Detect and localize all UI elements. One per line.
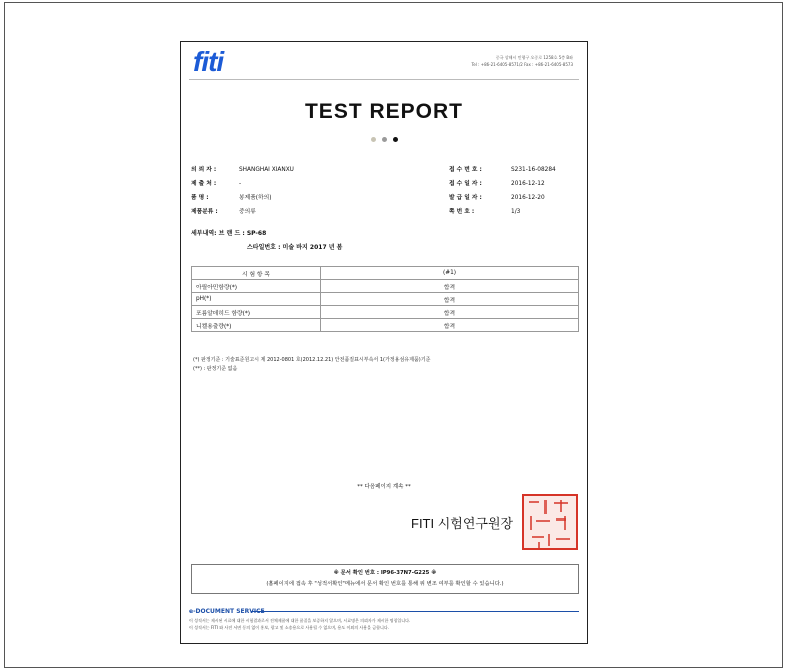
info-row: 쪽 번 호 : 1/3 [449,209,521,215]
verification-number: ※ 문서 확인 번호 : IP96-37N7-G225 ※ [333,570,437,576]
edoc-title: e-DOCUMENT SERVICE [189,608,265,615]
brand-line: 세부내역: 브 랜 드 : SP-68 [191,230,267,237]
dot-1 [371,137,376,142]
address-line: 중국 상해시 민행구 오중로 1258호 5층 B좌 [495,55,573,60]
info-left [191,163,294,219]
table-row: 아릴아민함량(*) 합격 [192,280,579,293]
column-header: (#1) [321,267,579,280]
notes [193,356,430,374]
info-row: 제 출 처 : - [191,181,242,187]
info-row: 발 급 일 자 : 2016-12-20 [449,195,545,201]
page-dots [181,137,587,142]
table-row: pH(*) 합격 [192,293,579,306]
info-row: 제품분류 : 중의류 [191,209,256,215]
continued-text: ** 다음페이지 계속 ** [357,484,411,490]
style-line: 스타일번호 : 미술 바지 2017 년 봄 [247,244,343,251]
table-row: 니켈용출량(*) 합격 [192,319,579,332]
header-address [413,54,573,68]
verification-text: (홈페이지에 접속 후 "성적서확인"메뉴에서 문서 확인 번호를 통해 위 변조 여부를 확인할 수 있습니다.) [266,581,504,587]
dot-2 [382,137,387,142]
note-line: (*) 판정기준 : 기술표준원고시 제 2012-0801 호(2012.12.21) 안전품질표시부속서 1(가정용섬유제품)기준 [193,357,431,363]
info-right [449,163,556,219]
dot-3 [393,137,398,142]
disclaimer-line: 이 성적서는 FITI 와 사전 서면 동의 없이 홍보, 광고 및 소송용으로 사용될 수 없으며, 용도 이외의 사용을 금합니다. [189,625,389,630]
footer-disclaimer [189,617,410,631]
contact-line: Tel : +86-21-6405-8571/2 Fax : +86-21-6405-8573 [471,62,573,67]
info-row: 접 수 번 호 : S231-16-08284 [449,167,556,173]
table-header-row [192,267,579,280]
official-seal-stamp [522,494,578,550]
verification-box [191,564,579,594]
disclaimer-line: 이 성적서는 제시된 시료에 대한 시험결과로서 전체제품에 대한 품질을 보증하지 않으며, 시료명은 의뢰자가 제시한 명칭입니다. [189,618,411,623]
detail-section [191,227,342,255]
report-title: TEST REPORT [304,100,463,123]
fiti-logo: fiti [193,46,224,77]
institute-signature: FITI 시험연구원장 [411,516,514,531]
test-report-document [180,41,588,644]
info-row: 의 뢰 자 : SHANGHAI XIANXU [191,167,294,173]
table-row: 포름알데히드 함량(*) 합격 [192,306,579,319]
note-line: (**) : 판정기준 없음 [193,366,238,372]
info-row: 품 명 : 봉제품(하의) [191,195,272,201]
info-row: 접 수 일 자 : 2016-12-12 [449,181,545,187]
header-divider [189,79,579,80]
results-table [191,266,579,332]
column-header: 시 험 항 목 [192,267,321,280]
edoc-divider [251,611,579,612]
